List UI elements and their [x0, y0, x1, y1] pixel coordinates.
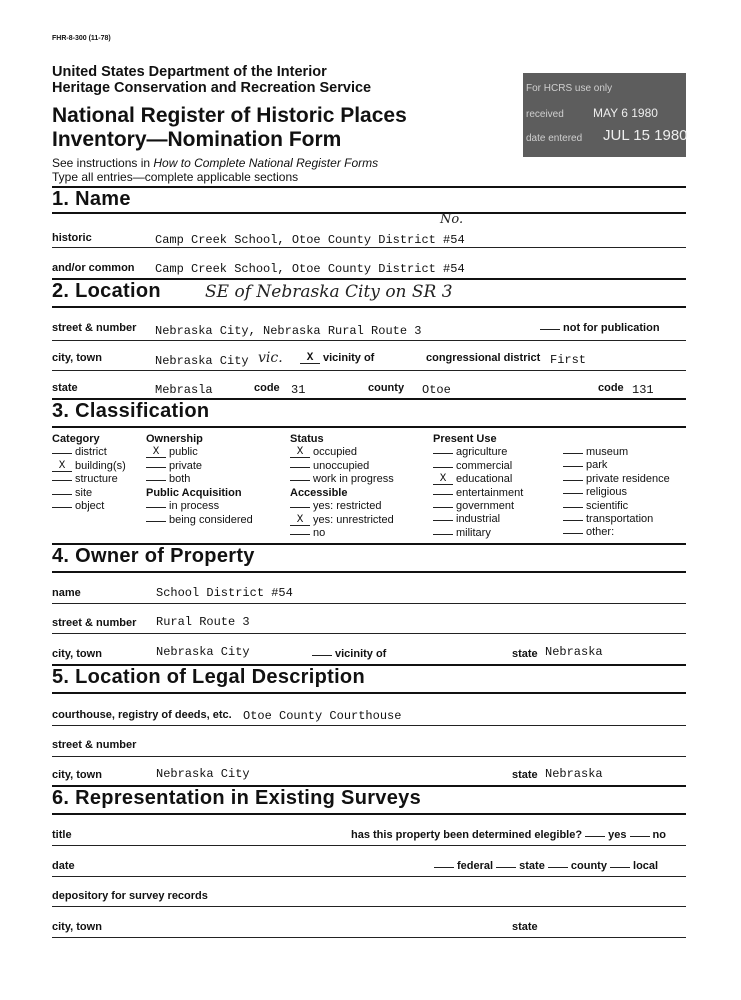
option-label: no	[313, 527, 326, 540]
option-label: park	[586, 459, 608, 472]
location-handwritten-note: SE of Nebraska City on SR 3	[205, 282, 453, 302]
classification-option[interactable]	[290, 500, 394, 513]
classification-option[interactable]	[290, 446, 394, 459]
option-checkbox[interactable]	[146, 467, 166, 468]
option-label: being considered	[169, 513, 253, 526]
legal-city-value: Nebraska City	[156, 767, 250, 781]
option-label: district	[75, 446, 107, 459]
common-name-label: and/or common	[52, 262, 135, 274]
option-label: public	[169, 446, 198, 459]
eligible-yes-checkbox[interactable]	[585, 836, 605, 837]
common-name-value: Camp Creek School, Otoe County District #54	[155, 262, 465, 276]
vicinity-checkbox[interactable]	[312, 655, 332, 656]
field-line	[52, 906, 686, 907]
option-label: building(s)	[75, 459, 126, 472]
option-checkbox[interactable]	[563, 533, 583, 534]
classification-option[interactable]	[146, 446, 203, 459]
vicinity-label: vicinity of	[335, 648, 387, 660]
field-line	[52, 756, 686, 757]
section-rule	[52, 306, 686, 308]
option-label: work in progress	[313, 473, 394, 486]
classification-option[interactable]	[433, 446, 523, 459]
legal-city-label: city, town	[52, 769, 102, 781]
acquisition-column	[146, 487, 253, 527]
option-checkbox[interactable]: X	[290, 447, 310, 458]
section-6-heading: 6. Representation in Existing Surveys	[52, 787, 421, 809]
agency-use-stamp	[523, 73, 686, 157]
option-label: private	[169, 459, 203, 472]
county-checkbox[interactable]	[548, 867, 568, 868]
acquisition-title: Public Acquisition	[146, 487, 242, 499]
option-label: in process	[169, 500, 220, 513]
field-line	[52, 340, 686, 341]
classification-option[interactable]	[433, 487, 523, 500]
classification-option[interactable]	[52, 473, 126, 486]
option-checkbox[interactable]	[52, 494, 72, 495]
present-use-title: Present Use	[433, 433, 497, 445]
street-value: Nebraska City, Nebraska Rural Route 3	[155, 324, 422, 338]
option-checkbox[interactable]	[52, 453, 72, 454]
option-label: site	[75, 486, 93, 499]
option-label: agriculture	[456, 446, 508, 459]
option-checkbox[interactable]	[433, 507, 453, 508]
no-label: no	[652, 829, 666, 841]
classification-option[interactable]	[563, 500, 670, 513]
option-checkbox[interactable]	[290, 480, 310, 481]
form-title-line2: Inventory—Nomination Form	[52, 128, 342, 151]
present-use-column-2	[563, 446, 670, 540]
option-label: private residence	[586, 472, 670, 485]
state-label: state	[52, 382, 78, 394]
classification-option[interactable]	[563, 446, 670, 459]
category-title: Category	[52, 433, 100, 445]
classification-option[interactable]	[563, 486, 670, 499]
option-label: transportation	[586, 513, 654, 526]
street-label: street & number	[52, 322, 137, 334]
classification-option[interactable]	[52, 487, 126, 500]
classification-option[interactable]	[290, 527, 394, 540]
stamp-entered-label: date entered	[526, 133, 583, 144]
option-label: religious	[586, 486, 627, 499]
classification-option[interactable]	[146, 514, 253, 527]
classification-option[interactable]	[433, 473, 523, 486]
owner-street-label: street & number	[52, 617, 137, 629]
owner-vicinity	[312, 648, 386, 660]
section-rule	[52, 212, 686, 214]
owner-state-label: state	[512, 648, 538, 660]
eligible-label: has this property been determined elegible?	[351, 829, 583, 841]
option-label: commercial	[456, 459, 513, 472]
stamp-received-date: MAY 6 1980	[593, 106, 658, 120]
historic-annotation: No.	[440, 212, 464, 227]
section-5-heading: 5. Location of Legal Description	[52, 666, 365, 688]
present-use-column	[433, 433, 523, 540]
department-line: United States Department of the Interior	[52, 64, 327, 80]
code-value: 31	[291, 383, 306, 397]
classification-option[interactable]	[563, 459, 670, 472]
field-line	[52, 247, 686, 248]
option-label: object	[75, 500, 105, 513]
county-code-value: 131	[632, 383, 654, 397]
stamp-received-label: received	[526, 109, 564, 120]
field-line	[52, 633, 686, 634]
section-rule	[52, 426, 686, 428]
checkbox-blank[interactable]	[540, 329, 560, 330]
option-label: yes: restricted	[313, 500, 382, 513]
historic-value: Camp Creek School, Otoe County District #54	[155, 233, 465, 247]
courthouse-label: courthouse, registry of deeds, etc.	[52, 709, 232, 721]
classification-option[interactable]	[52, 460, 126, 473]
option-checkbox[interactable]	[146, 480, 166, 481]
state-checkbox[interactable]	[496, 867, 516, 868]
field-line	[52, 876, 686, 877]
county-value: Otoe	[422, 383, 451, 397]
option-checkbox[interactable]	[563, 493, 583, 494]
classification-option[interactable]	[433, 460, 523, 473]
vicinity-field	[300, 352, 374, 364]
legal-state-value: Nebraska	[545, 767, 603, 781]
federal-label: federal	[457, 860, 494, 872]
option-label: other:	[586, 526, 615, 539]
classification-option[interactable]	[563, 526, 670, 539]
option-label: entertainment	[456, 486, 524, 499]
owner-state-value: Nebraska	[545, 645, 603, 659]
section-rule	[52, 571, 686, 573]
section-rule	[52, 186, 686, 188]
option-label: occupied	[313, 446, 358, 459]
legal-street-label: street & number	[52, 739, 137, 751]
vicinity-label: vicinity of	[323, 352, 375, 364]
agency-line: Heritage Conservation and Recreation Service	[52, 80, 372, 96]
status-column	[290, 433, 394, 487]
form-code: FHR-8-300 (11-78)	[52, 35, 111, 42]
section-rule	[52, 692, 686, 694]
form-title-line1: National Register of Historic Places	[52, 104, 407, 127]
classification-option[interactable]	[146, 460, 203, 473]
option-checkbox[interactable]: X	[146, 447, 166, 458]
option-checkbox[interactable]	[563, 520, 583, 521]
classification-option[interactable]	[433, 513, 523, 526]
option-checkbox[interactable]	[433, 534, 453, 535]
section-rule	[52, 813, 686, 815]
field-line	[52, 603, 686, 604]
owner-name-value: School District #54	[156, 586, 293, 600]
county-label: county	[368, 382, 405, 394]
code-label: code	[254, 382, 280, 394]
option-label: structure	[75, 473, 118, 486]
survey-title-label: title	[52, 829, 72, 841]
owner-street-value: Rural Route 3	[156, 615, 250, 629]
owner-name-label: name	[52, 587, 81, 599]
option-checkbox[interactable]	[290, 507, 310, 508]
survey-state-label: state	[512, 921, 538, 933]
option-label: military	[456, 526, 491, 539]
option-label: unoccupied	[313, 459, 370, 472]
congress-label: congressional district	[426, 352, 541, 364]
depository-label: depository for survey records	[52, 890, 208, 902]
field-line	[52, 845, 686, 846]
ownership-column	[146, 433, 203, 487]
option-checkbox[interactable]	[290, 534, 310, 535]
classification-option[interactable]	[52, 500, 126, 513]
survey-level-options	[434, 860, 658, 872]
yes-label: yes	[608, 829, 627, 841]
congress-value: First	[550, 353, 587, 367]
vicinity-checkbox[interactable]: X	[300, 353, 320, 364]
option-checkbox[interactable]	[563, 480, 583, 481]
stamp-line1: For HCRS use only	[526, 83, 613, 94]
classification-option[interactable]	[433, 527, 523, 540]
field-line	[52, 937, 686, 938]
option-checkbox[interactable]	[52, 507, 72, 508]
classification-option[interactable]	[290, 460, 394, 473]
option-checkbox[interactable]	[433, 453, 453, 454]
section-3-heading: 3. Classification	[52, 400, 210, 422]
option-checkbox[interactable]	[433, 520, 453, 521]
classification-option[interactable]	[146, 500, 253, 513]
owner-city-label: city, town	[52, 648, 102, 660]
instructions-prefix: See instructions in	[52, 156, 154, 170]
federal-checkbox[interactable]	[434, 867, 454, 868]
option-label: museum	[586, 446, 629, 458]
option-label: government	[456, 500, 515, 513]
eligible-question	[351, 829, 666, 841]
state-value: Mebrasla	[155, 383, 213, 397]
stamp-entered-date: JUL 15 1980	[603, 127, 688, 144]
option-label: yes: unrestricted	[313, 513, 394, 526]
option-label: both	[169, 473, 191, 486]
county-label: county	[570, 860, 607, 872]
owner-city-value: Nebraska City	[156, 645, 250, 659]
section-4-heading: 4. Owner of Property	[52, 545, 255, 567]
ownership-title: Ownership	[146, 433, 203, 445]
field-line	[52, 725, 686, 726]
option-checkbox[interactable]	[563, 507, 583, 508]
section-2-heading: 2. Location	[52, 280, 161, 302]
survey-date-label: date	[52, 860, 75, 872]
section-1-heading: 1. Name	[52, 188, 131, 210]
classification-option[interactable]	[563, 473, 670, 486]
option-label: scientific	[586, 499, 629, 512]
courthouse-value: Otoe County Courthouse	[243, 709, 402, 723]
instructions-line1	[52, 156, 378, 170]
option-checkbox[interactable]: X	[52, 461, 72, 472]
historic-label: historic	[52, 232, 92, 244]
accessible-title: Accessible	[290, 487, 348, 499]
instructions-title: How to Complete National Register Forms	[153, 156, 379, 170]
city-value: Nebraska City	[155, 354, 249, 368]
option-checkbox[interactable]	[146, 521, 166, 522]
category-column	[52, 433, 126, 513]
classification-option[interactable]	[563, 513, 670, 526]
option-checkbox[interactable]	[290, 467, 310, 468]
classification-option[interactable]	[290, 473, 394, 486]
classification-option[interactable]	[146, 473, 203, 486]
option-checkbox[interactable]: X	[290, 515, 310, 526]
classification-option[interactable]	[290, 514, 394, 527]
instructions-line2: Type all entries—complete applicable sections	[52, 170, 299, 184]
option-checkbox[interactable]	[563, 466, 583, 467]
survey-city-label: city, town	[52, 921, 102, 933]
accessible-column	[290, 487, 394, 541]
field-line	[52, 370, 686, 371]
local-checkbox[interactable]	[610, 867, 630, 868]
option-checkbox[interactable]: X	[433, 474, 453, 485]
legal-state-label: state	[512, 769, 538, 781]
option-label: industrial	[456, 513, 501, 526]
option-checkbox[interactable]	[433, 467, 453, 468]
status-title: Status	[290, 433, 324, 445]
city-handwritten: vic.	[258, 350, 283, 366]
not-for-publication	[540, 322, 660, 334]
local-label: local	[633, 860, 659, 872]
eligible-no-checkbox[interactable]	[630, 836, 650, 837]
county-code-label: code	[598, 382, 624, 394]
option-checkbox[interactable]	[433, 494, 453, 495]
option-checkbox[interactable]	[146, 507, 166, 508]
option-label: educational	[456, 473, 513, 486]
npub-label: not for publication	[563, 322, 660, 334]
classification-option[interactable]	[52, 446, 126, 459]
option-checkbox[interactable]	[52, 480, 72, 481]
city-label: city, town	[52, 352, 102, 364]
classification-option[interactable]	[433, 500, 523, 513]
state-option-label: state	[519, 860, 545, 872]
option-checkbox[interactable]	[563, 453, 583, 454]
